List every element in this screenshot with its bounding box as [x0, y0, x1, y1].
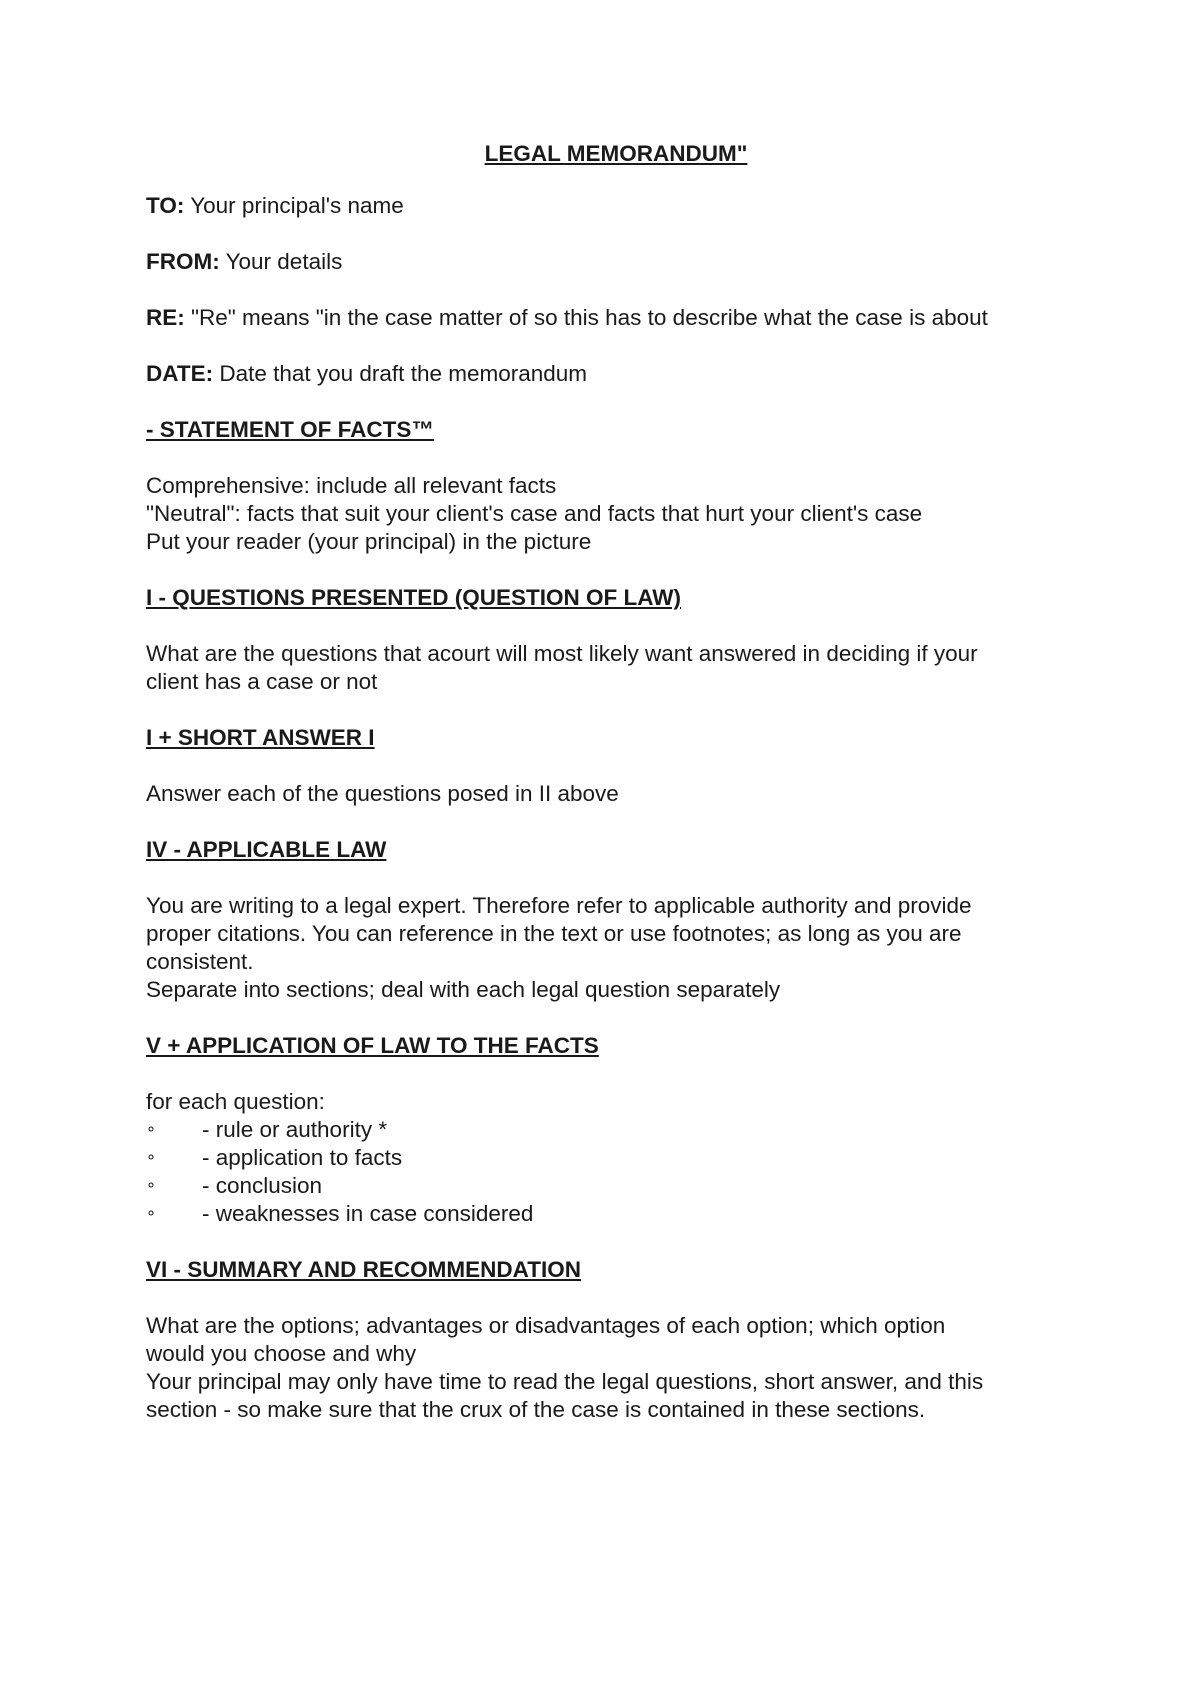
from-field	[146, 248, 1086, 276]
questions-paragraph	[146, 640, 1086, 696]
list-item	[146, 1144, 1086, 1172]
questions-line: client has a case or not	[146, 669, 378, 694]
facts-paragraph	[146, 472, 1086, 556]
application-heading: V + APPLICATION OF LAW TO THE FACTS	[146, 1033, 599, 1058]
to-label: TO:	[146, 193, 185, 218]
application-intro: for each question:	[146, 1089, 325, 1114]
re-value: "Re" means "in the case matter of so this has to describe what the case is about	[184, 305, 988, 330]
facts-heading: - STATEMENT OF FACTS™	[146, 417, 434, 442]
re-label: RE:	[146, 305, 185, 330]
to-field	[146, 192, 1086, 220]
date-value: Date that you draft the memorandum	[213, 361, 588, 386]
questions-heading: I - QUESTIONS PRESENTED (QUESTION OF LAW)	[146, 585, 682, 610]
bullet-icon: ∘	[146, 1121, 157, 1138]
from-value: Your details	[219, 249, 343, 274]
list-item	[146, 1200, 1086, 1228]
memo-title: LEGAL MEMORANDUM"	[484, 141, 748, 166]
list-item-text: - weaknesses in case considered	[202, 1201, 534, 1226]
from-label: FROM:	[146, 249, 220, 274]
questions-line: What are the questions that acourt will most likely want answered in deciding if your	[146, 641, 978, 666]
applicable-law-line: You are writing to a legal expert. Therefore refer to applicable authority and provide	[146, 893, 972, 918]
applicable-law-paragraph	[146, 892, 1086, 1004]
bullet-icon: ∘	[146, 1177, 157, 1194]
date-label: DATE:	[146, 361, 214, 386]
bullet-icon: ∘	[146, 1149, 157, 1166]
summary-line: would you choose and why	[146, 1341, 417, 1366]
list-item	[146, 1116, 1086, 1144]
summary-line: section - so make sure that the crux of the case is contained in these sections.	[146, 1397, 926, 1422]
short-answer-paragraph	[146, 780, 1086, 808]
facts-line: "Neutral": facts that suit your client's case and facts that hurt your client's case	[146, 501, 923, 526]
bullet-icon: ∘	[146, 1205, 157, 1222]
list-item-text: - rule or authority *	[202, 1117, 388, 1142]
summary-line: What are the options; advantages or disadvantages of each option; which option	[146, 1313, 946, 1338]
short-answer-heading: I + SHORT ANSWER I	[146, 725, 375, 750]
list-item	[146, 1172, 1086, 1200]
list-item-text: - conclusion	[202, 1173, 323, 1198]
applicable-law-line: consistent.	[146, 949, 254, 974]
date-field	[146, 360, 1086, 388]
applicable-law-heading: IV - APPLICABLE LAW	[146, 837, 387, 862]
application-paragraph	[146, 1088, 1086, 1228]
application-bullet-list	[146, 1116, 1086, 1228]
facts-line: Put your reader (your principal) in the picture	[146, 529, 592, 554]
facts-line: Comprehensive: include all relevant facts	[146, 473, 557, 498]
summary-heading: VI - SUMMARY AND RECOMMENDATION	[146, 1257, 581, 1282]
applicable-law-line: proper citations. You can reference in the text or use footnotes; as long as you are	[146, 921, 962, 946]
re-field	[146, 304, 1086, 332]
memo-body	[146, 140, 1086, 1452]
to-value: Your principal's name	[184, 193, 404, 218]
summary-paragraph	[146, 1312, 1086, 1424]
summary-line: Your principal may only have time to read the legal questions, short answer, and this	[146, 1369, 984, 1394]
applicable-law-line: Separate into sections; deal with each legal question separately	[146, 977, 781, 1002]
short-answer-line: Answer each of the questions posed in II above	[146, 781, 619, 806]
list-item-text: - application to facts	[202, 1145, 403, 1170]
